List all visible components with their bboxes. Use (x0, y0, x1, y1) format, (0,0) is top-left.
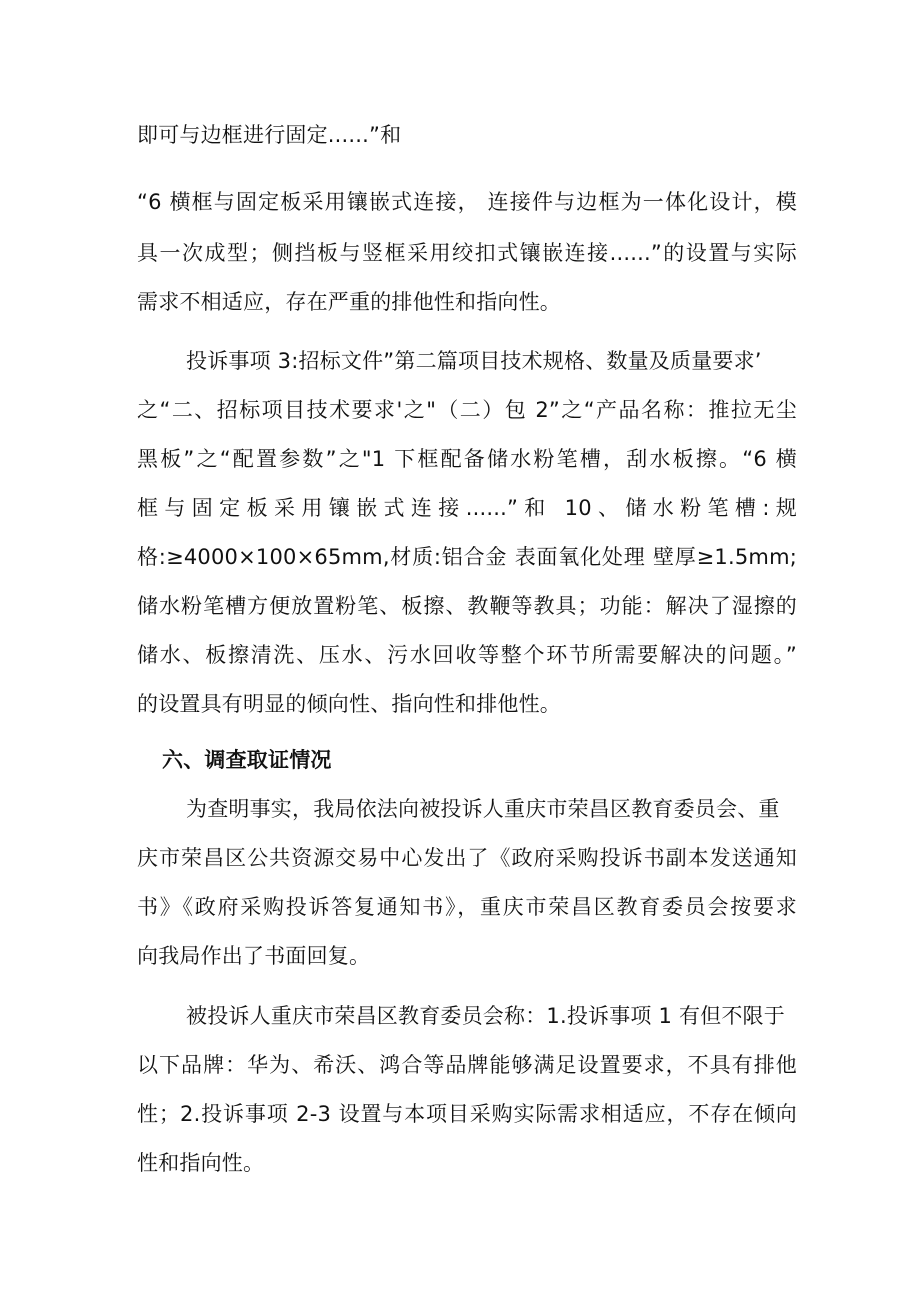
text-line: 向我局作出了书面回复。 (137, 944, 371, 968)
text-line: 格:≥4000×100×65mm,材质:铝合金 表面氧化处理 壁厚≥1.5mm; (137, 545, 797, 569)
text-line: 被投诉人重庆市荣昌区教育委员会称：1.投诉事项 1 有但不限于 (186, 1004, 785, 1028)
text-line: 储水、板擦清洗、压水、污水回收等整个环节所需要解决的问题。” (137, 643, 797, 667)
text-line: 需求不相适应，存在严重的排他性和指向性。 (137, 290, 561, 314)
text-line: 以下品牌：华为、希沃、鸿合等品牌能够满足设置要求，不具有排他 (137, 1053, 797, 1077)
section-heading: 六、调查取证情况 (162, 748, 332, 772)
text-line: “6 横框与固定板采用镶嵌式连接， 连接件与边框为一体化设计，模 (137, 190, 797, 214)
text-line: 投诉事项 3:招标文件”第二篇项目技术规格、数量及质量要求’ (186, 349, 762, 373)
text-line: 具一次成型；侧挡板与竖框采用绞扣式镶嵌连接......”的设置与实际 (137, 241, 797, 265)
text-line: 黑板”之“配置参数”之"1 下框配备储水粉笔槽，刮水板擦。“6 横 (137, 447, 797, 471)
text-line: 之“二、招标项目技术要求'之"（二）包 2”之“产品名称：推拉无尘 (137, 398, 797, 422)
text-line: 的设置具有明显的倾向性、指向性和排他性。 (137, 692, 561, 716)
text-line: 框与固定板采用镶嵌式连接......”和 10、储水粉笔槽:规 (137, 496, 797, 520)
text-line: 性和指向性。 (137, 1151, 265, 1175)
text-line: 即可与边框进行固定......”和 (137, 123, 402, 147)
text-line: 性；2.投诉事项 2-3 设置与本项目采购实际需求相适应，不存在倾向 (137, 1102, 797, 1126)
text-line: 书》《政府采购投诉答复通知书》，重庆市荣昌区教育委员会按要求 (137, 895, 797, 919)
text-line: 庆市荣昌区公共资源交易中心发出了《政府采购投诉书副本发送通知 (137, 846, 797, 870)
text-line: 储水粉笔槽方便放置粉笔、板擦、教鞭等教具；功能：解决了湿擦的 (137, 594, 797, 618)
text-line: 为查明事实，我局依法向被投诉人重庆市荣昌区教育委员会、重 (186, 797, 780, 821)
